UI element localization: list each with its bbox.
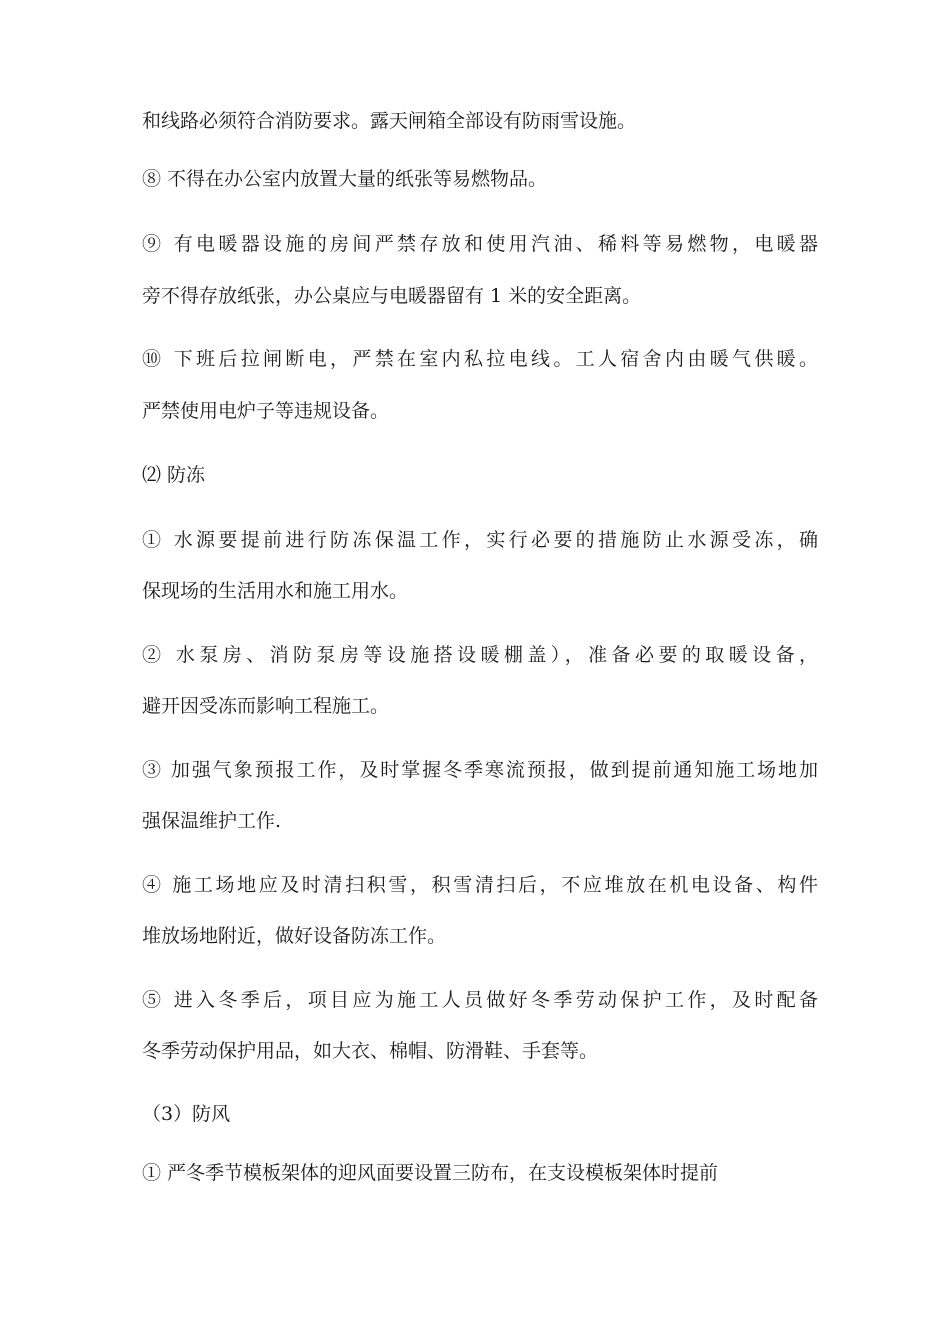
antifreeze-item-2-text: ② 水泵房、消防泵房等设施搭设暖棚盖），准备必要的取暖设备，: [142, 644, 818, 666]
section-heading-windproof: （3）防风: [142, 1103, 231, 1125]
section-heading-antifreeze: ⑵ 防冻: [142, 464, 206, 486]
paragraph-line: 堆放场地附近，做好设备防冻工作。: [142, 925, 447, 947]
item-10-text: ⑩ 下班后拉闸断电，严禁在室内私拉电线。工人宿舍内由暖气供暖。: [142, 348, 818, 370]
paragraph-line: 冬季劳动保护用品，如大衣、棉帽、防滑鞋、手套等。: [142, 1040, 599, 1062]
paragraph-line: 保现场的生活用水和施工用水。: [142, 580, 409, 602]
antifreeze-item-1-text: ① 水源要提前进行防冻保温工作，实行必要的措施防止水源受冻，确: [142, 529, 818, 551]
item-9-text: ⑨ 有电暖器设施的房间严禁存放和使用汽油、稀料等易燃物，电暖器: [142, 233, 818, 255]
paragraph-line: 和线路必须符合消防要求。露天闸箱全部设有防雨雪设施。: [142, 110, 637, 132]
paragraph-line: 旁不得存放纸张，办公桌应与电暖器留有 1 米的安全距离。: [142, 285, 642, 307]
antifreeze-item-5-text: ⑤ 进入冬季后，项目应为施工人员做好冬季劳动保护工作，及时配备: [142, 989, 818, 1011]
antifreeze-item-4-text: ④ 施工场地应及时清扫积雪，积雪清扫后，不应堆放在机电设备、构件: [142, 874, 818, 896]
windproof-item-1-text: ① 严冬季节模板架体的迎风面要设置三防布，在支设模板架体时提前: [142, 1162, 719, 1184]
paragraph-line: 严禁使用电炉子等违规设备。: [142, 400, 390, 422]
antifreeze-item-3-text: ③ 加强气象预报工作，及时掌握冬季寒流预报，做到提前通知施工场地加: [142, 759, 818, 781]
item-8-text: ⑧ 不得在办公室内放置大量的纸张等易燃物品。: [142, 168, 548, 190]
paragraph-line: 避开因受冻而影响工程施工。: [142, 695, 390, 717]
paragraph-line: 强保温维护工作.: [142, 810, 282, 832]
